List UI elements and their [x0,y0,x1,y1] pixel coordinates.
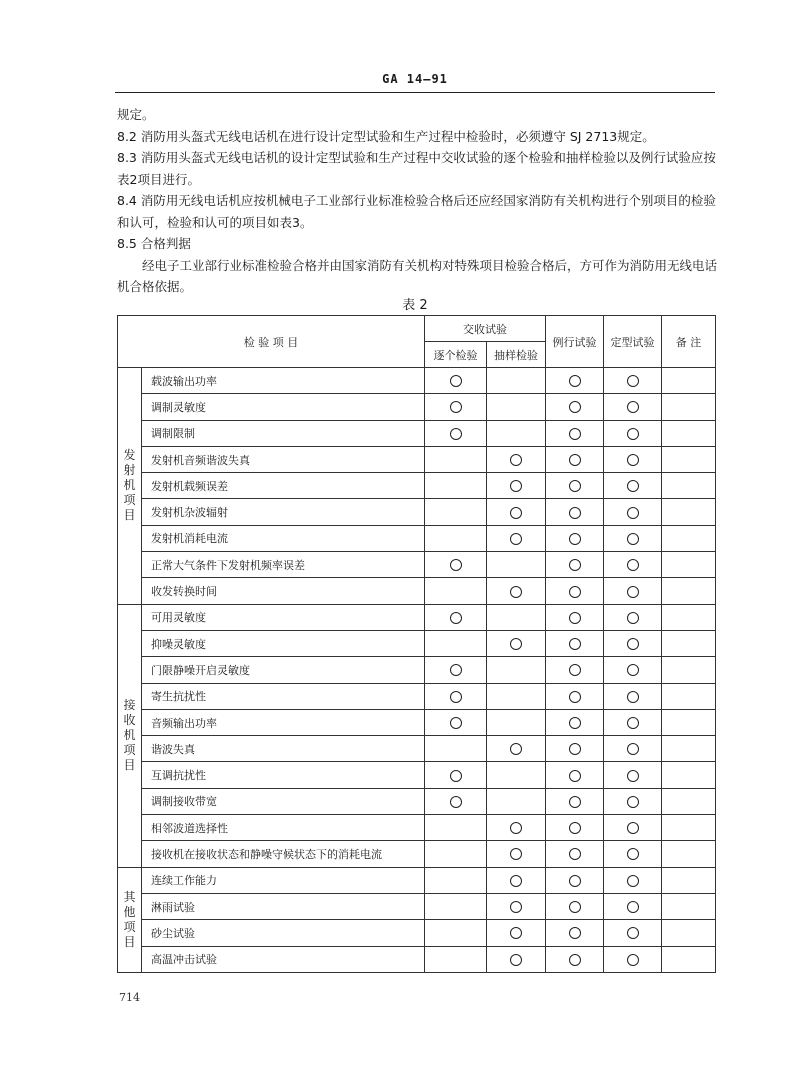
circle-mark-icon [569,927,581,939]
circle-mark-icon [569,901,581,913]
circle-mark-icon [627,638,639,650]
circle-mark-icon [569,717,581,729]
circle-mark-icon [569,401,581,413]
inspection-item-name: 发射机杂波辐射 [142,499,425,525]
routine-mark-cell [546,736,604,762]
group-label-char: 接 [123,698,136,713]
inspection-item-name: 淋雨试验 [142,893,425,919]
circle-mark-icon [569,375,581,387]
table-row [118,683,716,709]
routine-mark-cell [546,657,604,683]
circle-mark-icon [510,586,522,598]
individual-mark-cell [425,630,487,656]
remarks-cell [662,920,716,946]
remarks-cell [662,709,716,735]
circle-mark-icon [510,927,522,939]
circle-mark-icon [450,691,462,703]
individual-mark-cell [425,709,487,735]
group-label [118,368,142,605]
type-mark-cell [604,946,662,972]
clause-8-2: 8.2 消防用头盔式无线电话机在进行设计定型试验和生产过程中检验时，必须遵守 SJ 2713规定。 [117,128,655,144]
circle-mark-icon [627,533,639,545]
remarks-cell [662,604,716,630]
circle-mark-icon [569,770,581,782]
sampling-mark-cell [487,762,546,788]
type-mark-cell [604,683,662,709]
group-label-char: 机 [123,728,136,743]
remarks-cell [662,630,716,656]
circle-mark-icon [627,401,639,413]
table-row [118,867,716,893]
clause-8-3: 8.3 消防用头盔式无线电话机的设计定型试验和生产过程中交收试验的逐个检验和抽样检验以及例行试验应按表2项目进行。 [117,150,716,187]
routine-mark-cell [546,604,604,630]
table-row [118,420,716,446]
individual-mark-cell [425,420,487,446]
sampling-mark-cell [487,946,546,972]
header-individual-inspection: 逐个检验 [425,342,487,368]
routine-mark-cell [546,473,604,499]
remarks-cell [662,841,716,867]
individual-mark-cell [425,604,487,630]
type-mark-cell [604,815,662,841]
table-row [118,893,716,919]
header-inspection-item: 检 验 项 目 [118,316,425,368]
remarks-cell [662,762,716,788]
circle-mark-icon [627,480,639,492]
sampling-mark-cell [487,815,546,841]
circle-mark-icon [450,375,462,387]
header-acceptance-test: 交收试验 [425,316,546,342]
inspection-item-name: 发射机消耗电流 [142,525,425,551]
type-mark-cell [604,657,662,683]
circle-mark-icon [510,901,522,913]
circle-mark-icon [450,428,462,440]
inspection-item-name: 砂尘试验 [142,920,425,946]
inspection-item-name: 发射机音频谐波失真 [142,446,425,472]
type-mark-cell [604,473,662,499]
circle-mark-icon [450,401,462,413]
group-label-char: 项 [123,919,136,934]
circle-mark-icon [569,875,581,887]
paragraph-continuation: 规定。 [117,107,155,122]
circle-mark-icon [627,428,639,440]
sampling-mark-cell [487,788,546,814]
inspection-item-name: 抑噪灵敏度 [142,630,425,656]
sampling-mark-cell [487,604,546,630]
remarks-cell [662,552,716,578]
circle-mark-icon [627,664,639,676]
sampling-mark-cell [487,657,546,683]
circle-mark-icon [627,954,639,966]
circle-mark-icon [510,638,522,650]
routine-mark-cell [546,368,604,394]
clause-8-4: 8.4 消防用无线电话机应按机械电子工业部行业标准检验合格后还应经国家消防有关机构进行个别项目的检验和认可，检验和认可的项目如表3。 [117,193,716,230]
inspection-items-table [117,315,716,973]
inspection-item-name: 调制限制 [142,420,425,446]
inspection-item-name: 谐波失真 [142,736,425,762]
table-row [118,920,716,946]
sampling-mark-cell [487,552,546,578]
circle-mark-icon [569,638,581,650]
group-label-char: 他 [123,904,136,919]
sampling-mark-cell [487,683,546,709]
table-row [118,630,716,656]
routine-mark-cell [546,815,604,841]
individual-mark-cell [425,394,487,420]
remarks-cell [662,525,716,551]
circle-mark-icon [627,691,639,703]
inspection-item-name: 相邻波道选择性 [142,815,425,841]
sampling-mark-cell [487,368,546,394]
remarks-cell [662,657,716,683]
table-row [118,946,716,972]
routine-mark-cell [546,420,604,446]
page-number: 714 [119,991,140,1004]
table-body [118,368,716,973]
routine-mark-cell [546,893,604,919]
routine-mark-cell [546,920,604,946]
individual-mark-cell [425,867,487,893]
header-type-test: 定型试验 [604,316,662,368]
circle-mark-icon [627,375,639,387]
circle-mark-icon [450,559,462,571]
inspection-item-name: 音频输出功率 [142,709,425,735]
circle-mark-icon [627,454,639,466]
circle-mark-icon [627,796,639,808]
type-mark-cell [604,578,662,604]
circle-mark-icon [510,954,522,966]
table-row [118,657,716,683]
individual-mark-cell [425,525,487,551]
group-label-char: 发 [123,448,136,463]
routine-mark-cell [546,946,604,972]
circle-mark-icon [627,927,639,939]
type-mark-cell [604,394,662,420]
circle-mark-icon [627,586,639,598]
circle-mark-icon [510,480,522,492]
circle-mark-icon [510,454,522,466]
type-mark-cell [604,499,662,525]
individual-mark-cell [425,552,487,578]
type-mark-cell [604,525,662,551]
circle-mark-icon [569,480,581,492]
circle-mark-icon [450,717,462,729]
circle-mark-icon [569,848,581,860]
routine-mark-cell [546,762,604,788]
circle-mark-icon [569,507,581,519]
routine-mark-cell [546,709,604,735]
table-row [118,578,716,604]
circle-mark-icon [510,533,522,545]
sampling-mark-cell [487,499,546,525]
inspection-item-name: 接收机在接收状态和静噪守候状态下的消耗电流 [142,841,425,867]
group-label-char: 目 [123,508,136,523]
header-sampling-inspection: 抽样检验 [487,342,546,368]
circle-mark-icon [569,612,581,624]
table-title: 表 2 [402,298,428,313]
table-row [118,815,716,841]
header-routine-test: 例行试验 [546,316,604,368]
table-row [118,394,716,420]
document-header: GA 14—91 [382,72,448,86]
group-label [118,604,142,867]
inspection-item-name: 收发转换时间 [142,578,425,604]
header-remarks: 备 注 [662,316,716,368]
sampling-mark-cell [487,736,546,762]
circle-mark-icon [450,770,462,782]
routine-mark-cell [546,552,604,578]
remarks-cell [662,736,716,762]
circle-mark-icon [510,848,522,860]
circle-mark-icon [627,848,639,860]
circle-mark-icon [569,664,581,676]
type-mark-cell [604,446,662,472]
routine-mark-cell [546,446,604,472]
circle-mark-icon [569,743,581,755]
type-mark-cell [604,762,662,788]
individual-mark-cell [425,841,487,867]
sampling-mark-cell [487,867,546,893]
remarks-cell [662,893,716,919]
circle-mark-icon [627,822,639,834]
table-row [118,788,716,814]
table-row [118,525,716,551]
type-mark-cell [604,920,662,946]
clause-8-5-heading: 8.5 合格判据 [117,236,191,251]
sampling-mark-cell [487,893,546,919]
sampling-mark-cell [487,841,546,867]
circle-mark-icon [627,770,639,782]
table-row [118,499,716,525]
header-rule [115,92,715,93]
inspection-item-name: 门限静噪开启灵敏度 [142,657,425,683]
remarks-cell [662,368,716,394]
circle-mark-icon [450,796,462,808]
circle-mark-icon [569,954,581,966]
inspection-item-name: 正常大气条件下发射机频率误差 [142,552,425,578]
type-mark-cell [604,630,662,656]
circle-mark-icon [569,796,581,808]
routine-mark-cell [546,683,604,709]
circle-mark-icon [627,612,639,624]
group-label-char: 目 [123,934,136,949]
group-label-char: 目 [123,758,136,773]
sampling-mark-cell [487,920,546,946]
remarks-cell [662,446,716,472]
sampling-mark-cell [487,473,546,499]
table-row [118,446,716,472]
remarks-cell [662,394,716,420]
sampling-mark-cell [487,420,546,446]
type-mark-cell [604,420,662,446]
circle-mark-icon [627,717,639,729]
table-row [118,604,716,630]
circle-mark-icon [569,559,581,571]
individual-mark-cell [425,946,487,972]
circle-mark-icon [569,822,581,834]
individual-mark-cell [425,683,487,709]
remarks-cell [662,815,716,841]
individual-mark-cell [425,578,487,604]
circle-mark-icon [627,559,639,571]
remarks-cell [662,867,716,893]
inspection-item-name: 互调抗扰性 [142,762,425,788]
group-label-char: 机 [123,478,136,493]
sampling-mark-cell [487,630,546,656]
inspection-item-name: 载波输出功率 [142,368,425,394]
sampling-mark-cell [487,446,546,472]
remarks-cell [662,946,716,972]
circle-mark-icon [569,428,581,440]
individual-mark-cell [425,657,487,683]
remarks-cell [662,499,716,525]
routine-mark-cell [546,525,604,551]
clause-8-5-body: 经电子工业部行业标准检验合格并由国家消防有关机构对特殊项目检验合格后，方可作为消防用无线电话机合格依据。 [117,257,718,294]
circle-mark-icon [510,875,522,887]
type-mark-cell [604,841,662,867]
table-row [118,552,716,578]
table-row [118,368,716,394]
body-text [117,104,717,298]
individual-mark-cell [425,446,487,472]
sampling-mark-cell [487,525,546,551]
inspection-item-name: 寄生抗扰性 [142,683,425,709]
table-row [118,473,716,499]
sampling-mark-cell [487,394,546,420]
remarks-cell [662,473,716,499]
routine-mark-cell [546,841,604,867]
type-mark-cell [604,788,662,814]
type-mark-cell [604,867,662,893]
type-mark-cell [604,893,662,919]
sampling-mark-cell [487,709,546,735]
table-row [118,762,716,788]
type-mark-cell [604,552,662,578]
circle-mark-icon [627,743,639,755]
circle-mark-icon [510,822,522,834]
inspection-item-name: 调制接收带宽 [142,788,425,814]
remarks-cell [662,683,716,709]
individual-mark-cell [425,499,487,525]
table-row [118,709,716,735]
circle-mark-icon [569,533,581,545]
individual-mark-cell [425,473,487,499]
circle-mark-icon [569,691,581,703]
group-label-char: 射 [123,463,136,478]
circle-mark-icon [627,507,639,519]
circle-mark-icon [510,507,522,519]
type-mark-cell [604,736,662,762]
individual-mark-cell [425,762,487,788]
inspection-item-name: 发射机载频误差 [142,473,425,499]
type-mark-cell [604,368,662,394]
remarks-cell [662,578,716,604]
circle-mark-icon [450,612,462,624]
circle-mark-icon [569,586,581,598]
inspection-item-name: 连续工作能力 [142,867,425,893]
remarks-cell [662,788,716,814]
table-row [118,841,716,867]
table-row [118,736,716,762]
individual-mark-cell [425,920,487,946]
type-mark-cell [604,709,662,735]
routine-mark-cell [546,578,604,604]
circle-mark-icon [627,875,639,887]
group-label-char: 收 [123,713,136,728]
circle-mark-icon [569,454,581,466]
routine-mark-cell [546,394,604,420]
group-label-char: 项 [123,743,136,758]
inspection-item-name: 可用灵敏度 [142,604,425,630]
routine-mark-cell [546,867,604,893]
individual-mark-cell [425,893,487,919]
group-label-char: 其 [123,889,136,904]
group-label [118,867,142,972]
individual-mark-cell [425,788,487,814]
individual-mark-cell [425,736,487,762]
routine-mark-cell [546,788,604,814]
remarks-cell [662,420,716,446]
sampling-mark-cell [487,578,546,604]
individual-mark-cell [425,815,487,841]
type-mark-cell [604,604,662,630]
inspection-item-name: 调制灵敏度 [142,394,425,420]
inspection-item-name: 高温冲击试验 [142,946,425,972]
group-label-char: 项 [123,493,136,508]
circle-mark-icon [450,664,462,676]
individual-mark-cell [425,368,487,394]
circle-mark-icon [627,901,639,913]
circle-mark-icon [510,743,522,755]
routine-mark-cell [546,630,604,656]
routine-mark-cell [546,499,604,525]
